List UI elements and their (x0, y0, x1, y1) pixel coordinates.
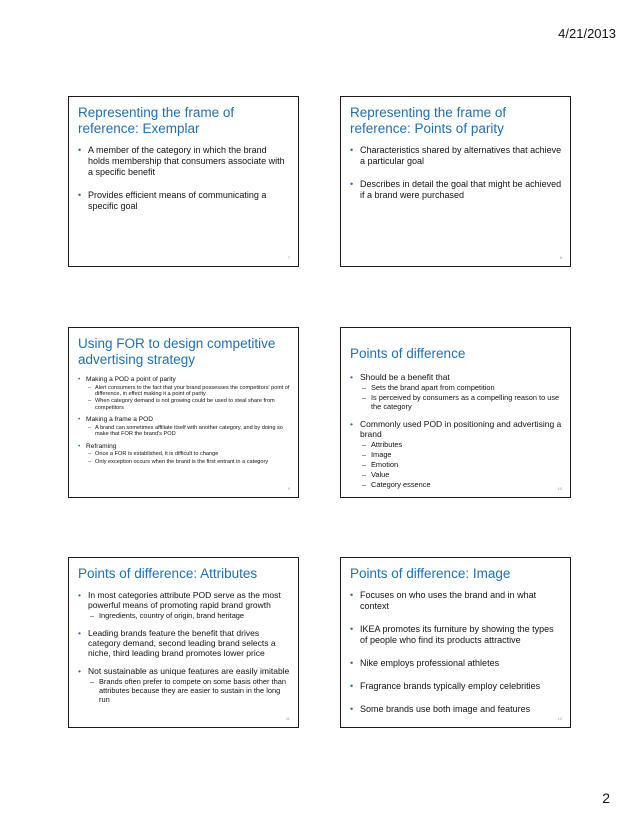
sub-bullet: – Sets the brand apart from competition (360, 383, 562, 392)
bullet: • Provides efficient means of communicating a specific goal (78, 190, 290, 212)
sub-bullet: – Is perceived by consumers as a compelling reason to use the category (360, 393, 562, 411)
bullet-text: Making a POD a point of parity (86, 376, 176, 383)
slide-using-for (68, 327, 299, 498)
sub-bullet: – Only exception occurs when the brand is the first entrant in a category (86, 459, 290, 465)
slide-image (340, 557, 571, 728)
slide-attributes (68, 557, 299, 728)
slide-title: Points of difference: Image (350, 566, 511, 581)
bullet-list (350, 590, 562, 715)
bullet: • Fragrance brands typically employ celebrities (350, 681, 562, 692)
bullet: • Focuses on who uses the brand and in what context (350, 590, 562, 612)
slide-number: 8 (559, 255, 562, 260)
slide-number: 11 (285, 716, 290, 721)
bullet-text: Leading brands feature the benefit that drives category demand, second leading brand selects a niche, third leading brand promotes lower price (88, 628, 276, 658)
bullet-text: Should be a benefit that (360, 372, 450, 382)
slide-title: Representing the frame of reference: Exemplar (78, 105, 235, 136)
bullet: • A member of the category in which the brand holds membership that consumers associate with a specific benefit (78, 145, 290, 178)
slide-title: Representing the frame of reference: Points of parity (350, 105, 507, 136)
page-date: 4/21/2013 (558, 26, 616, 41)
sub-list (88, 611, 290, 620)
bullet (78, 443, 290, 465)
sub-bullet: – Ingredients, country of origin, brand heritage (88, 611, 290, 620)
bullet-list (78, 376, 290, 465)
sub-list (88, 677, 290, 704)
bullet (78, 590, 290, 620)
slide-title: Points of difference (350, 346, 466, 361)
slide-number: 10 (557, 486, 562, 491)
sub-bullet: – A brand can sometimes affiliate itself with another category, and by doing so make that FOR the brand's POD (86, 425, 290, 438)
sub-bullet: – Value (360, 470, 562, 479)
bullet-list (350, 372, 562, 489)
bullet (78, 666, 290, 704)
bullet-text: Not sustainable as unique features are easily imitable (88, 666, 290, 676)
bullet-list (350, 145, 562, 201)
bullet: • Nike employs professional athletes (350, 658, 562, 669)
sub-bullet: – Once a FOR is established, it is difficult to change (86, 451, 290, 457)
slide-points-of-parity (340, 96, 571, 267)
sub-list (86, 385, 290, 412)
sub-bullet: – Brands often prefer to compete on some basis other than attributes because they are easier to sustain in the long run (88, 677, 290, 704)
bullet-text: Commonly used POD in positioning and advertising a brand (360, 419, 562, 439)
bullet-text: In most categories attribute POD serve as the most powerful means of promoting rapid brand growth (88, 590, 281, 610)
page-number: 2 (602, 790, 610, 806)
sub-bullet: – Image (360, 450, 562, 459)
bullet (350, 419, 562, 489)
bullet-text: Making a frame a POD (86, 416, 154, 424)
sub-bullet: – Category essence (360, 480, 562, 489)
slide-exemplar (68, 96, 299, 267)
slide-number: 9 (287, 486, 290, 491)
bullet-list (78, 590, 290, 704)
bullet-list (78, 145, 290, 212)
slide-title: Points of difference: Attributes (78, 566, 258, 581)
sub-list (86, 451, 290, 465)
slide-title: Using FOR to design competitive advertising strategy (78, 336, 276, 367)
sub-list (86, 425, 290, 438)
sub-bullet: – Alert consumers to the fact that your brand possesses the competitors' point of difference, in effect making it a point of parity (86, 385, 290, 398)
bullet (78, 376, 290, 411)
slide-points-of-difference (340, 327, 571, 498)
bullet: • Some brands use both image and features (350, 704, 562, 715)
sub-bullet: – When category demand is not growing could be used to steal share from competitors (86, 398, 290, 411)
slide-number: 12 (557, 716, 562, 721)
sub-list (360, 383, 562, 411)
bullet (350, 372, 562, 411)
bullet-text: Reframing (86, 442, 117, 450)
sub-bullet: – Attributes (360, 440, 562, 449)
bullet (78, 416, 290, 437)
sub-bullet: – Emotion (360, 460, 562, 469)
slide-number: 7 (287, 255, 290, 260)
bullet: • Describes in detail the goal that might be achieved if a brand were purchased (350, 179, 562, 201)
sub-list (360, 440, 562, 489)
bullet: • Characteristics shared by alternatives that achieve a particular goal (350, 145, 562, 167)
bullet: • IKEA promotes its furniture by showing the types of people who find its products attractive (350, 624, 562, 646)
bullet (78, 628, 290, 658)
